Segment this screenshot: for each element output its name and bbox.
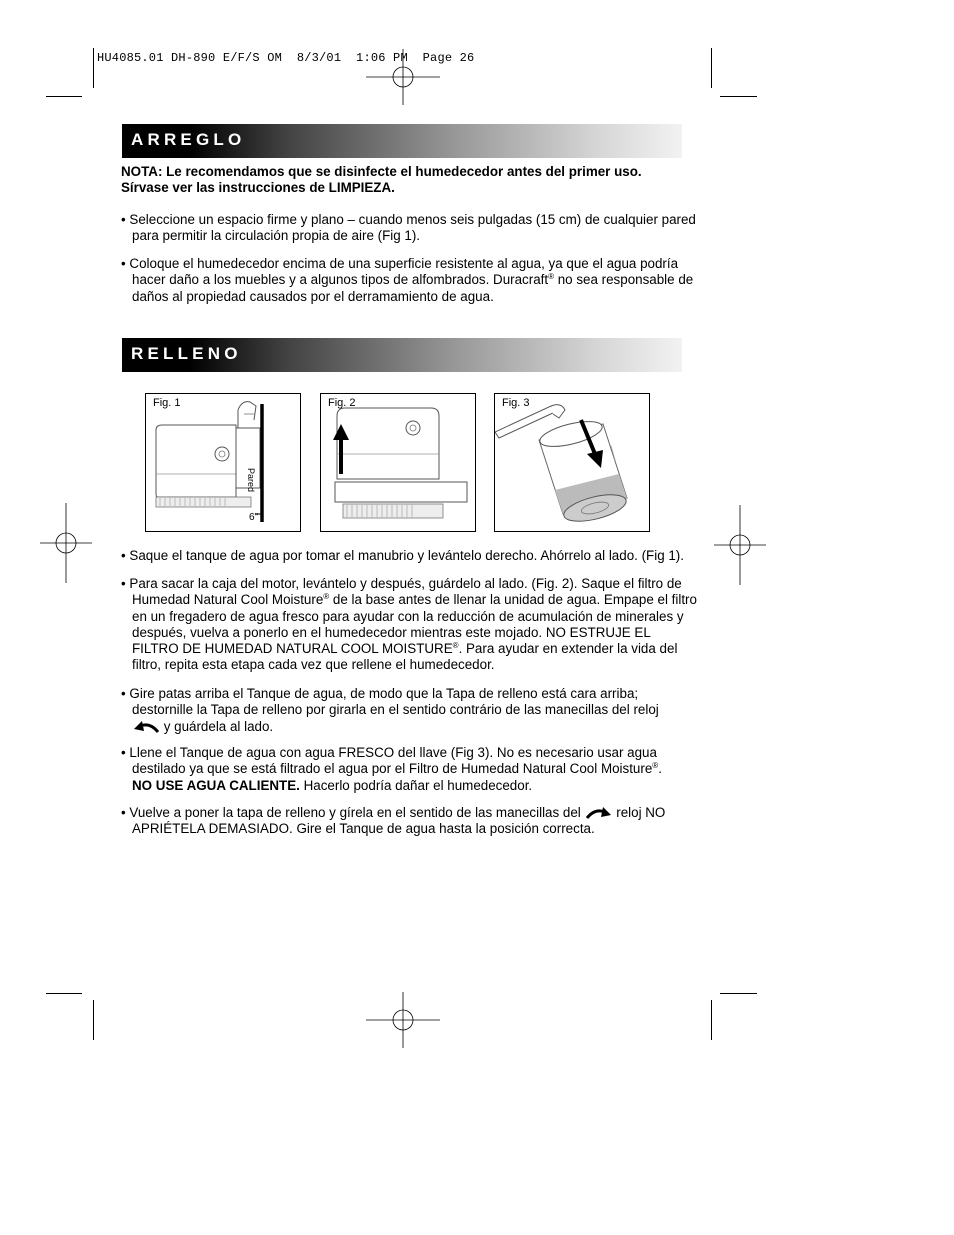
figure-2-label: Fig. 2 <box>328 397 356 409</box>
registration-mark-bottom <box>366 990 440 1050</box>
section-header-relleno <box>122 338 682 372</box>
figure-3 <box>494 393 650 532</box>
tank-filling-illustration <box>495 394 649 531</box>
bullet-unscrew-cap: • Gire patas arriba el Tanque de agua, de modo que la Tapa de relleno está cara arriba; destornille la Tapa de relleno por girarla en el sentido contrário de las manecillas del reloj y guárdela al lado. <box>121 686 659 734</box>
bullet-water-resistant-surface: • Coloque el humedecedor encima de una superficie resistente al agua, ya que el agua podría hacer daño a los muebles y a algunos tipos de alfombrados. Duracraft® no sea responsable de daños al propiedad causados por el derramamiento de agua. <box>121 256 694 304</box>
bullet-remove-motor-filter: • Para sacar la caja del motor, levántelo y después, guárdelo al lado. (Fig. 2). Saque el filtro de Humedad Natural Cool Moisture® de la base antes de llenar la unidad de agua. Empape el filtro en un fregadero de agua fresco para ayudar con la reducción de acumulación de minerales y después, vuelva a ponerlo en el humedecedor mientras este mojado. NO ESTRUJE EL FILTRO DE HUMEDAD NATURAL COOL MOISTURE®. Para ayudar en extender la vida del filtro, repita esta etapa cada vez que rellene el humedecedor. <box>121 576 697 673</box>
wall-label: Pared <box>246 468 256 493</box>
figure-1-label: Fig. 1 <box>153 397 181 409</box>
section-title-arreglo: ARREGLO <box>131 130 246 149</box>
registration-mark-left <box>38 503 94 583</box>
note-disinfect: NOTA: Le recomendamos que se disinfecte el humedecedor antes del primer uso. Sírvase ver las instrucciones de LIMPIEZA. <box>121 164 642 196</box>
figure-3-label: Fig. 3 <box>502 397 530 409</box>
registration-mark-top <box>366 47 440 107</box>
distance-label: 6" <box>249 512 259 523</box>
figure-1 <box>145 393 301 532</box>
bullet-fill-tank: • Llene el Tanque de agua con agua FRESCO del llave (Fig 3). No es necesario usar agua destilado ya que se está filtrado el agua por el Filtro de Humedad Natural Cool Moisture®. NO USE AGUA CALIENTE. Hacerlo podría dañar el humedecedor. <box>121 745 662 793</box>
section-header-arreglo <box>122 124 682 158</box>
motor-lift-illustration <box>321 394 475 531</box>
bullet-placement-space: • Seleccione un espacio firme y plano – cuando menos seis pulgadas (15 cm) de cualquier pared para permitir la circulación propia de aire (Fig 1). <box>121 212 696 244</box>
clockwise-arrow-icon <box>585 806 613 820</box>
humidifier-wall-illustration <box>146 394 300 531</box>
section-title-relleno: RELLENO <box>131 344 242 363</box>
counterclockwise-arrow-icon <box>132 720 160 734</box>
printer-slug: HU4085.01 DH-890 E/F/S OM 8/3/01 1:06 PM Page 26 <box>97 51 475 65</box>
registration-mark-right <box>712 505 768 585</box>
bullet-remove-tank: • Saque el tanque de agua por tomar el manubrio y levántelo derecho. Ahórrelo al lado. (Fig 1). <box>121 548 684 563</box>
figure-2 <box>320 393 476 532</box>
bullet-replace-cap: • Vuelve a poner la tapa de relleno y gírela en el sentido de las manecillas del reloj NO APRIÉTELA DEMASIADO. Gire el Tanque de agua hasta la posición correcta. <box>121 805 666 837</box>
